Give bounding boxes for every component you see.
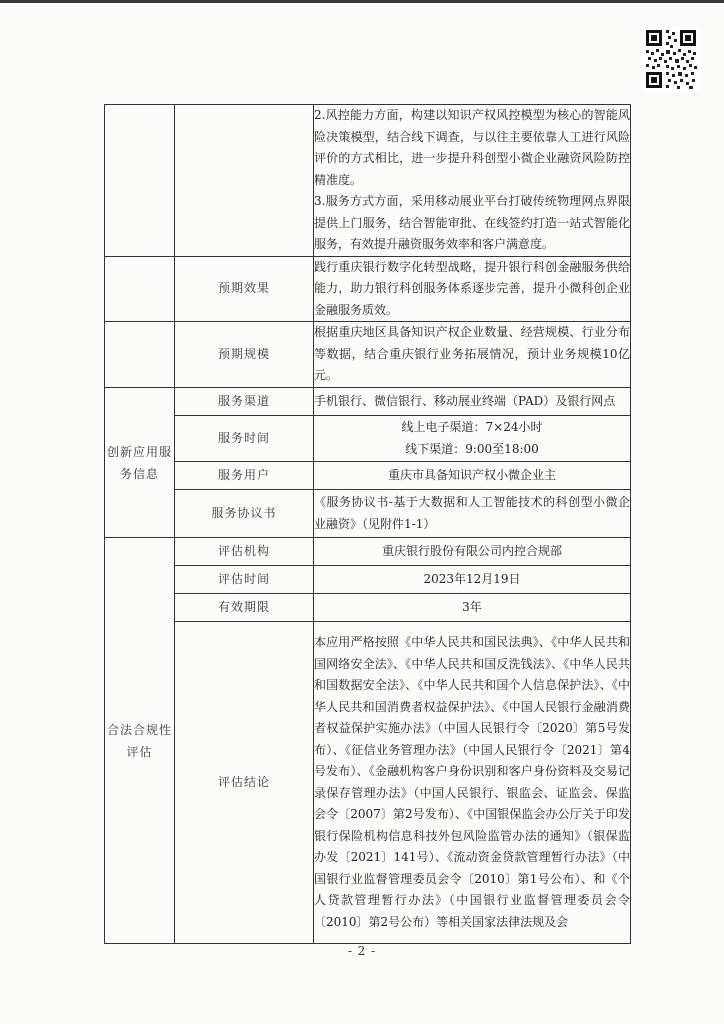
table-row (105, 462, 631, 490)
table-row (105, 538, 631, 566)
section-cell-blank (105, 105, 175, 257)
service-users-label: 服务用户 (175, 462, 314, 490)
table-row (105, 388, 631, 416)
top-border (0, 0, 724, 3)
service-info-section-title: 创新应用服务信息 (105, 388, 175, 538)
info-table (104, 104, 631, 944)
table-row (105, 416, 631, 462)
section-cell-blank (105, 322, 175, 388)
table-row (105, 622, 631, 944)
eval-date-label: 评估时间 (175, 566, 314, 594)
service-channel-value: 手机银行、微信银行、移动展业终端（PAD）及银行网点 (314, 388, 631, 416)
service-agreement-value: 《服务协议书-基于大数据和人工智能技术的科创型小微企业融资》（见附件1-1） (314, 490, 631, 538)
table-row (105, 322, 631, 388)
compliance-section-title: 合法合规性评估 (105, 538, 175, 944)
table-row (105, 105, 631, 257)
validity-label: 有效期限 (175, 594, 314, 622)
expected-effect-value: 践行重庆银行数字化转型战略，提升银行科创金融服务供给能力，助力银行科创服务体系逐步完善，提升小微科创企业金融服务质效。 (314, 256, 631, 322)
content-paragraph: 2.风控能力方面，构建以知识产权风控模型为核心的智能风险决策模型，结合线下调查，与以往主要依靠人工进行风险评价的方式相比，进一步提升科创型小微企业融资风险防控精准度。 (314, 108, 630, 187)
service-time-offline: 线下渠道：9:00至18:00 (405, 441, 539, 456)
eval-org-value: 重庆银行股份有限公司内控合规部 (314, 538, 631, 566)
validity-value: 3年 (314, 594, 631, 622)
table-row (105, 566, 631, 594)
eval-org-label: 评估机构 (175, 538, 314, 566)
expected-effect-label: 预期效果 (175, 256, 314, 322)
eval-date-value: 2023年12月19日 (314, 566, 631, 594)
expected-scale-value: 根据重庆地区具备知识产权企业数量、经营规模、行业分布等数据，结合重庆银行业务拓展情况，预计业务规模10亿元。 (314, 322, 631, 388)
innovation-content-cell (314, 105, 631, 257)
service-users-value: 重庆市具备知识产权小微企业主 (314, 462, 631, 490)
service-time-online: 线上电子渠道：7×24小时 (401, 420, 543, 434)
table-row (105, 594, 631, 622)
eval-conclusion-label: 评估结论 (175, 622, 314, 944)
content-paragraph: 3.服务方式方面，采用移动展业平台打破传统物理网点界限提供上门服务，结合智能审批、在线签约打造一站式智能化服务，有效提升融资服务效率和客户满意度。 (314, 194, 630, 251)
service-channel-label: 服务渠道 (175, 388, 314, 416)
eval-conclusion-value: 本应用严格按照《中华人民共和国民法典》、《中华人民共和国网络安全法》、《中华人民共和国反洗钱法》、《中华人民共和国数据安全法》、《中华人民共和国个人信息保护法》、《中华人民共和国消费者权益保护法》、《中国人民银行金融消费者权益保护实施办法》（中国人民银行令〔2020〕第5号发布）、《征信业务管理办法》（中国人民银行令〔2021〕第4号发布）、《金融机构客户身份识别和客户身份资料及交易记录保存管理办法》（中国人民银行、银监会、证监会、保监会令〔2007〕第2号发布）、《中国银保监会办公厅关于印发银行保险机构信息科技外包风险监管办法的通知》（银保监办发〔2021〕141号）、《流动资金贷款管理暂行办法》（中国银行业监督管理委员会令〔2010〕第1号公布）、和《个人贷款管理暂行办法》（中国银行业监督管理委员会令〔2010〕第2号公布）等相关国家法律法规及会 (314, 622, 631, 944)
expected-scale-label: 预期规模 (175, 322, 314, 388)
service-agreement-label: 服务协议书 (175, 490, 314, 538)
page-number: - 2 - (347, 944, 377, 958)
label-cell-blank (175, 105, 314, 257)
service-time-value (314, 416, 631, 462)
qr-code-icon (642, 26, 700, 92)
service-time-label: 服务时间 (175, 416, 314, 462)
section-cell-blank (105, 256, 175, 322)
table-row (105, 256, 631, 322)
table-row (105, 490, 631, 538)
